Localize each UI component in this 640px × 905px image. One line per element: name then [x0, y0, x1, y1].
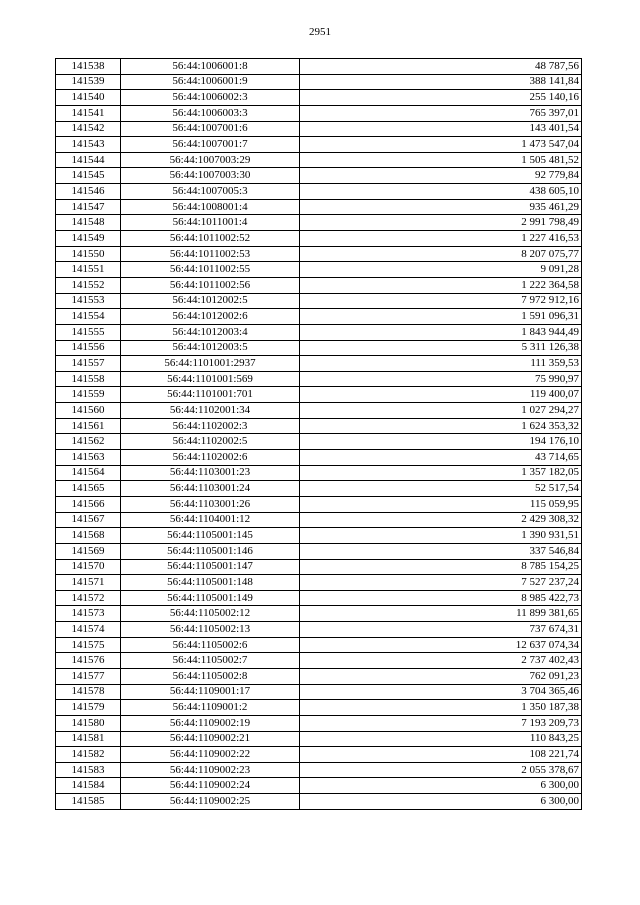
value-cell: 92 779,84: [300, 168, 582, 184]
table-row: [56, 184, 582, 200]
row-number-cell: 141564: [56, 465, 121, 481]
table-row: [56, 231, 582, 247]
row-number-cell: 141538: [56, 59, 121, 75]
row-number-cell: 141567: [56, 512, 121, 528]
cadastral-number-cell: 56:44:1011001:4: [121, 215, 300, 231]
value-cell: 1 227 416,53: [300, 231, 582, 247]
row-number-cell: 141566: [56, 496, 121, 512]
row-number-cell: 141579: [56, 700, 121, 716]
table-row: [56, 121, 582, 137]
row-number-cell: 141546: [56, 184, 121, 200]
value-cell: 115 059,95: [300, 496, 582, 512]
table-row: [56, 496, 582, 512]
row-number-cell: 141563: [56, 450, 121, 466]
table-row: [56, 653, 582, 669]
table-row: [56, 622, 582, 638]
cadastral-number-cell: 56:44:1006003:3: [121, 105, 300, 121]
cadastral-number-cell: 56:44:1007001:7: [121, 137, 300, 153]
row-number-cell: 141580: [56, 715, 121, 731]
value-cell: 8 785 154,25: [300, 559, 582, 575]
value-cell: 43 714,65: [300, 450, 582, 466]
cadastral-number-cell: 56:44:1007003:29: [121, 152, 300, 168]
cadastral-number-cell: 56:44:1109002:23: [121, 762, 300, 778]
row-number-cell: 141539: [56, 74, 121, 90]
table-row: [56, 90, 582, 106]
value-cell: 194 176,10: [300, 434, 582, 450]
table-row: [56, 59, 582, 75]
cadastral-number-cell: 56:44:1006001:9: [121, 74, 300, 90]
value-cell: 1 350 187,38: [300, 700, 582, 716]
row-number-cell: 141541: [56, 105, 121, 121]
value-cell: 6 300,00: [300, 794, 582, 810]
value-cell: 762 091,23: [300, 668, 582, 684]
cadastral-number-cell: 56:44:1012003:5: [121, 340, 300, 356]
table-row: [56, 731, 582, 747]
cadastral-number-cell: 56:44:1101001:569: [121, 371, 300, 387]
table-row: [56, 152, 582, 168]
value-cell: 1 390 931,51: [300, 528, 582, 544]
cadastral-number-cell: 56:44:1109002:22: [121, 747, 300, 763]
cadastral-number-cell: 56:44:1102002:6: [121, 450, 300, 466]
value-cell: 110 843,25: [300, 731, 582, 747]
table-row: [56, 137, 582, 153]
table-row: [56, 324, 582, 340]
table-row: [56, 215, 582, 231]
row-number-cell: 141578: [56, 684, 121, 700]
cadastral-number-cell: 56:44:1105001:147: [121, 559, 300, 575]
row-number-cell: 141565: [56, 481, 121, 497]
row-number-cell: 141571: [56, 575, 121, 591]
row-number-cell: 141545: [56, 168, 121, 184]
table-row: [56, 199, 582, 215]
value-cell: 52 517,54: [300, 481, 582, 497]
row-number-cell: 141568: [56, 528, 121, 544]
row-number-cell: 141581: [56, 731, 121, 747]
cadastral-number-cell: 56:44:1109001:2: [121, 700, 300, 716]
value-cell: 935 461,29: [300, 199, 582, 215]
table-row: [56, 387, 582, 403]
table-row: [56, 105, 582, 121]
table-row: [56, 559, 582, 575]
value-cell: 1 473 547,04: [300, 137, 582, 153]
value-cell: 1 624 353,32: [300, 418, 582, 434]
row-number-cell: 141572: [56, 590, 121, 606]
cadastral-number-cell: 56:44:1011002:56: [121, 277, 300, 293]
table-row: [56, 74, 582, 90]
cadastral-number-cell: 56:44:1105002:13: [121, 622, 300, 638]
table-row: [56, 450, 582, 466]
value-cell: 255 140,16: [300, 90, 582, 106]
row-number-cell: 141570: [56, 559, 121, 575]
row-number-cell: 141583: [56, 762, 121, 778]
cadastral-number-cell: 56:44:1109002:24: [121, 778, 300, 794]
cadastral-number-cell: 56:44:1103001:24: [121, 481, 300, 497]
table-row: [56, 371, 582, 387]
value-cell: 12 637 074,34: [300, 637, 582, 653]
value-cell: 1 591 096,31: [300, 309, 582, 325]
table-row: [56, 293, 582, 309]
cadastral-number-cell: 56:44:1105002:6: [121, 637, 300, 653]
value-cell: 438 605,10: [300, 184, 582, 200]
row-number-cell: 141562: [56, 434, 121, 450]
cadastral-number-cell: 56:44:1109001:17: [121, 684, 300, 700]
table-row: [56, 543, 582, 559]
cadastral-number-cell: 56:44:1102001:34: [121, 403, 300, 419]
table-row: [56, 747, 582, 763]
row-number-cell: 141559: [56, 387, 121, 403]
page-number: 2951: [309, 26, 331, 38]
value-cell: 8 207 075,77: [300, 246, 582, 262]
cadastral-number-cell: 56:44:1103001:26: [121, 496, 300, 512]
row-number-cell: 141574: [56, 622, 121, 638]
cadastral-number-cell: 56:44:1101001:701: [121, 387, 300, 403]
row-number-cell: 141561: [56, 418, 121, 434]
table-row: [56, 637, 582, 653]
value-cell: 5 311 126,38: [300, 340, 582, 356]
table-row: [56, 481, 582, 497]
row-number-cell: 141555: [56, 324, 121, 340]
value-cell: 2 737 402,43: [300, 653, 582, 669]
cadastral-number-cell: 56:44:1109002:21: [121, 731, 300, 747]
table-row: [56, 356, 582, 372]
cadastral-number-cell: 56:44:1011002:55: [121, 262, 300, 278]
value-cell: 765 397,01: [300, 105, 582, 121]
row-number-cell: 141558: [56, 371, 121, 387]
table-row: [56, 434, 582, 450]
value-cell: 143 401,54: [300, 121, 582, 137]
table-row: [56, 794, 582, 810]
value-cell: 1 505 481,52: [300, 152, 582, 168]
value-cell: 2 991 798,49: [300, 215, 582, 231]
table-row: [56, 403, 582, 419]
cadastral-number-cell: 56:44:1105002:7: [121, 653, 300, 669]
table-row: [56, 168, 582, 184]
row-number-cell: 141576: [56, 653, 121, 669]
value-cell: 2 429 308,32: [300, 512, 582, 528]
value-cell: 75 990,97: [300, 371, 582, 387]
table-row: [56, 575, 582, 591]
value-cell: 7 193 209,73: [300, 715, 582, 731]
row-number-cell: 141543: [56, 137, 121, 153]
row-number-cell: 141556: [56, 340, 121, 356]
row-number-cell: 141560: [56, 403, 121, 419]
cadastral-number-cell: 56:44:1105001:145: [121, 528, 300, 544]
cadastral-number-cell: 56:44:1006001:8: [121, 59, 300, 75]
value-cell: 11 899 381,65: [300, 606, 582, 622]
row-number-cell: 141548: [56, 215, 121, 231]
cadastral-number-cell: 56:44:1012002:5: [121, 293, 300, 309]
cadastral-number-cell: 56:44:1007001:6: [121, 121, 300, 137]
row-number-cell: 141575: [56, 637, 121, 653]
value-cell: 337 546,84: [300, 543, 582, 559]
value-cell: 388 141,84: [300, 74, 582, 90]
cadastral-number-cell: 56:44:1102002:3: [121, 418, 300, 434]
table-row: [56, 246, 582, 262]
registry-table: [55, 58, 582, 810]
value-cell: 1 027 294,27: [300, 403, 582, 419]
row-number-cell: 141557: [56, 356, 121, 372]
cadastral-number-cell: 56:44:1109002:19: [121, 715, 300, 731]
row-number-cell: 141554: [56, 309, 121, 325]
row-number-cell: 141550: [56, 246, 121, 262]
table-row: [56, 715, 582, 731]
row-number-cell: 141551: [56, 262, 121, 278]
value-cell: 9 091,28: [300, 262, 582, 278]
table-row: [56, 606, 582, 622]
row-number-cell: 141549: [56, 231, 121, 247]
cadastral-number-cell: 56:44:1105001:148: [121, 575, 300, 591]
value-cell: 2 055 378,67: [300, 762, 582, 778]
cadastral-number-cell: 56:44:1105002:12: [121, 606, 300, 622]
value-cell: 1 357 182,05: [300, 465, 582, 481]
table-row: [56, 778, 582, 794]
table-row: [56, 262, 582, 278]
cadastral-number-cell: 56:44:1105001:149: [121, 590, 300, 606]
cadastral-number-cell: 56:44:1011002:53: [121, 246, 300, 262]
cadastral-number-cell: 56:44:1007003:30: [121, 168, 300, 184]
row-number-cell: 141540: [56, 90, 121, 106]
table-row: [56, 340, 582, 356]
table-row: [56, 512, 582, 528]
row-number-cell: 141553: [56, 293, 121, 309]
cadastral-number-cell: 56:44:1104001:12: [121, 512, 300, 528]
value-cell: 48 787,56: [300, 59, 582, 75]
cadastral-number-cell: 56:44:1105001:146: [121, 543, 300, 559]
cadastral-number-cell: 56:44:1011002:52: [121, 231, 300, 247]
table-row: [56, 590, 582, 606]
cadastral-number-cell: 56:44:1006002:3: [121, 90, 300, 106]
cadastral-number-cell: 56:44:1012002:6: [121, 309, 300, 325]
value-cell: 7 527 237,24: [300, 575, 582, 591]
cadastral-number-cell: 56:44:1109002:25: [121, 794, 300, 810]
row-number-cell: 141569: [56, 543, 121, 559]
row-number-cell: 141544: [56, 152, 121, 168]
row-number-cell: 141582: [56, 747, 121, 763]
table-row: [56, 418, 582, 434]
table-row: [56, 684, 582, 700]
row-number-cell: 141585: [56, 794, 121, 810]
row-number-cell: 141552: [56, 277, 121, 293]
row-number-cell: 141584: [56, 778, 121, 794]
value-cell: 119 400,07: [300, 387, 582, 403]
row-number-cell: 141542: [56, 121, 121, 137]
value-cell: 108 221,74: [300, 747, 582, 763]
registry-table-body: [56, 59, 582, 810]
cadastral-number-cell: 56:44:1103001:23: [121, 465, 300, 481]
row-number-cell: 141547: [56, 199, 121, 215]
table-row: [56, 528, 582, 544]
table-row: [56, 277, 582, 293]
value-cell: 737 674,31: [300, 622, 582, 638]
value-cell: 1 843 944,49: [300, 324, 582, 340]
value-cell: 111 359,53: [300, 356, 582, 372]
cadastral-number-cell: 56:44:1007005:3: [121, 184, 300, 200]
value-cell: 6 300,00: [300, 778, 582, 794]
value-cell: 1 222 364,58: [300, 277, 582, 293]
value-cell: 3 704 365,46: [300, 684, 582, 700]
table-row: [56, 700, 582, 716]
table-row: [56, 309, 582, 325]
cadastral-number-cell: 56:44:1105002:8: [121, 668, 300, 684]
cadastral-number-cell: 56:44:1101001:2937: [121, 356, 300, 372]
row-number-cell: 141577: [56, 668, 121, 684]
cadastral-number-cell: 56:44:1102002:5: [121, 434, 300, 450]
table-row: [56, 668, 582, 684]
value-cell: 8 985 422,73: [300, 590, 582, 606]
row-number-cell: 141573: [56, 606, 121, 622]
cadastral-number-cell: 56:44:1012003:4: [121, 324, 300, 340]
table-row: [56, 465, 582, 481]
value-cell: 7 972 912,16: [300, 293, 582, 309]
table-row: [56, 762, 582, 778]
cadastral-number-cell: 56:44:1008001:4: [121, 199, 300, 215]
